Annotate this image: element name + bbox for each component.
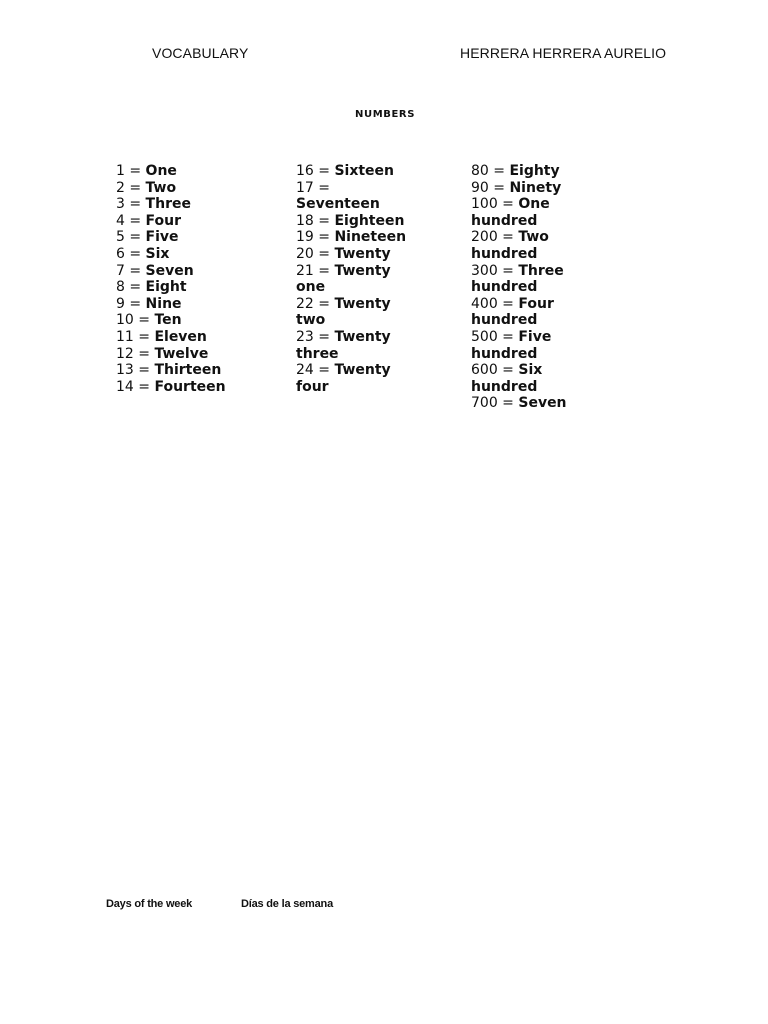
number-entry [471, 180, 581, 197]
numbers-column-1 [116, 163, 276, 395]
number-entry [116, 196, 276, 213]
number-word: Nineteen [334, 229, 407, 246]
number-word: Ninety [509, 179, 562, 196]
number-entry [296, 163, 408, 180]
number-word: Seven [518, 395, 567, 409]
number-word: Eighty [509, 163, 560, 179]
number-digits: 2 = [116, 179, 142, 196]
number-word: Twenty four [296, 362, 391, 395]
number-entry [296, 296, 408, 329]
number-digits: 3 = [116, 196, 142, 213]
number-entry [471, 329, 581, 362]
number-entry [471, 196, 581, 229]
number-word: Eighteen [334, 212, 405, 229]
number-entry [296, 229, 408, 246]
number-digits: 200 = [471, 229, 514, 246]
number-word: Two hundred [471, 229, 549, 262]
number-word: Fourteen [154, 378, 226, 395]
number-word: Four [145, 212, 182, 229]
number-digits: 400 = [471, 295, 514, 312]
number-digits: 700 = [471, 395, 514, 409]
number-word: Three [145, 196, 191, 213]
number-word: Ten [154, 312, 182, 329]
number-digits: 11 = [116, 328, 150, 345]
number-word: Twenty one [296, 262, 391, 296]
number-word: Nine [145, 295, 182, 312]
number-digits: 5 = [116, 229, 142, 246]
number-word: Sixteen [334, 163, 395, 179]
number-digits: 13 = [116, 362, 150, 379]
number-entry [116, 246, 276, 263]
number-digits: 18 = [296, 212, 330, 229]
number-digits: 8 = [116, 279, 142, 296]
number-digits: 21 = [296, 262, 330, 279]
number-word: Eight [145, 279, 187, 296]
number-entry [116, 329, 276, 346]
number-word: Seven [145, 262, 194, 279]
number-digits: 17 = [296, 179, 330, 196]
number-entry [471, 362, 581, 395]
number-digits: 16 = [296, 163, 330, 179]
number-entry [296, 362, 408, 395]
number-entry [471, 163, 581, 180]
number-entry [116, 180, 276, 197]
number-entry [296, 180, 408, 213]
number-word: Six hundred [471, 362, 543, 395]
number-word: Five hundred [471, 328, 552, 362]
number-word: Twenty two [296, 295, 391, 329]
number-entry [116, 163, 276, 180]
number-entry [116, 213, 276, 230]
number-digits: 19 = [296, 229, 330, 246]
number-digits: 20 = [296, 245, 330, 262]
number-word: Thirteen [154, 362, 222, 379]
number-entry [296, 246, 408, 263]
number-digits: 7 = [116, 262, 142, 279]
number-entry [471, 229, 581, 262]
number-digits: 600 = [471, 362, 514, 379]
number-word: Two [145, 179, 177, 196]
number-word: Five [145, 229, 179, 246]
number-word: Six [145, 245, 170, 262]
footer-days-of-the-week: Days of the week [106, 898, 193, 910]
number-digits: 100 = [471, 196, 514, 213]
number-word: Seventeen [296, 196, 380, 213]
number-entry [296, 329, 408, 362]
number-digits: 23 = [296, 328, 330, 345]
number-entry [116, 296, 276, 313]
number-digits: 500 = [471, 328, 514, 345]
number-digits: 10 = [116, 312, 150, 329]
number-digits: 4 = [116, 212, 142, 229]
number-entry [116, 279, 276, 296]
numbers-column-3 [471, 163, 581, 409]
number-entry [116, 312, 276, 329]
number-digits: 1 = [116, 163, 142, 179]
number-digits: 12 = [116, 345, 150, 362]
number-entry [116, 346, 276, 363]
number-digits: 80 = [471, 163, 505, 179]
number-word: One hundred [471, 196, 550, 229]
number-word: One [145, 163, 177, 179]
number-entry [296, 263, 408, 296]
number-entry [471, 395, 581, 409]
number-word: Three hundred [471, 262, 564, 296]
number-entry [116, 229, 276, 246]
number-digits: 9 = [116, 295, 142, 312]
numbers-column-2 [296, 163, 408, 395]
number-entry [471, 263, 581, 296]
number-digits: 14 = [116, 378, 150, 395]
footer-dias-de-la-semana: Días de la semana [241, 898, 333, 910]
number-word: Twelve [154, 345, 209, 362]
number-entry [116, 362, 276, 379]
number-digits: 24 = [296, 362, 330, 379]
number-digits: 6 = [116, 245, 142, 262]
number-digits: 300 = [471, 262, 514, 279]
number-digits: 22 = [296, 295, 330, 312]
number-entry [116, 379, 276, 396]
number-entry [471, 296, 581, 329]
number-word: Twenty three [296, 328, 391, 362]
number-word: Eleven [154, 328, 207, 345]
number-word: Four hundred [471, 295, 554, 329]
number-word: Twenty [334, 245, 391, 262]
number-entry [116, 263, 276, 280]
header-vocabulary: VOCABULARY [152, 45, 249, 61]
number-digits: 90 = [471, 179, 505, 196]
section-title-numbers: NUMBERS [355, 109, 415, 120]
header-author-name: HERRERA HERRERA AURELIO [460, 45, 667, 61]
number-entry [296, 213, 408, 230]
